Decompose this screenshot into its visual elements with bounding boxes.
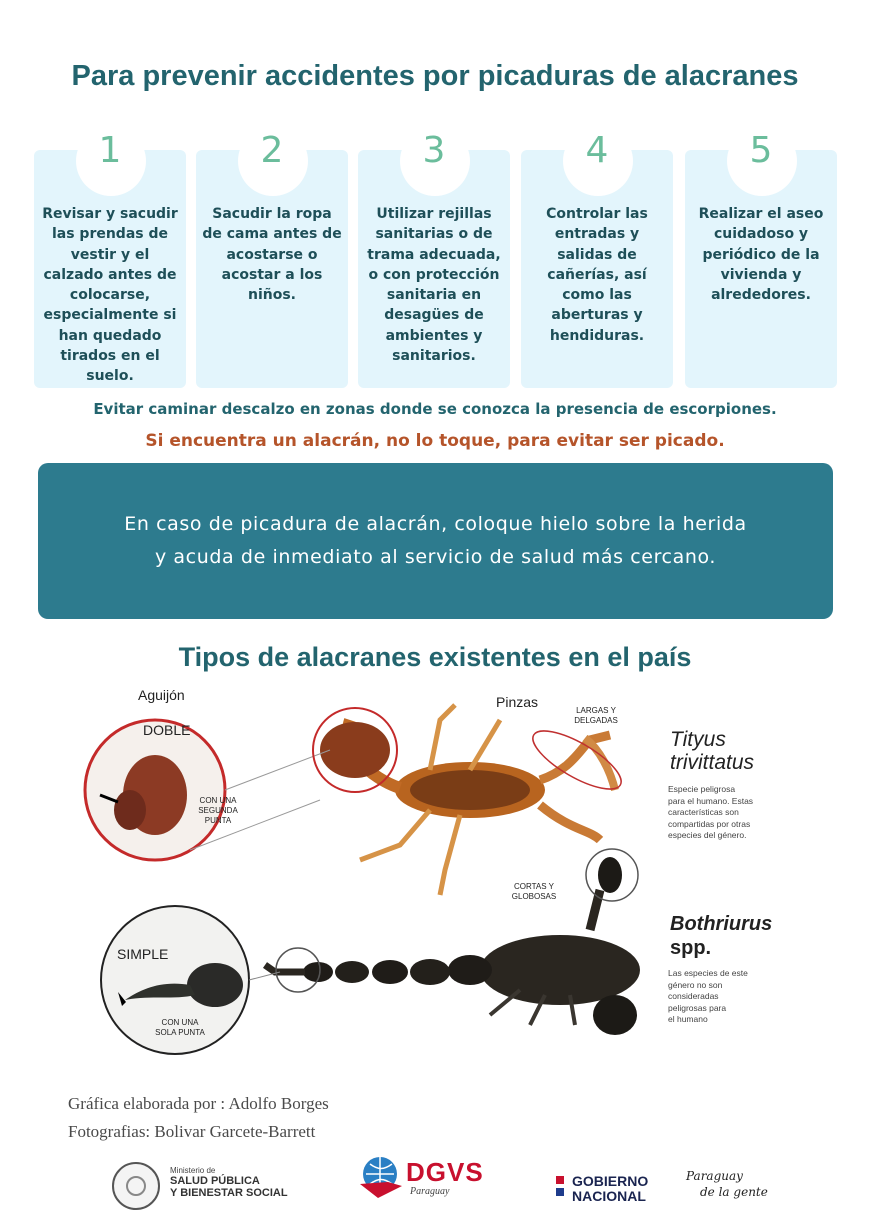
gobierno-logo-text: GOBIERNO NACIONAL — [572, 1173, 649, 1204]
do-not-touch-warning: Si encuentra un alacrán, no lo toque, para evitar ser picado. — [145, 431, 725, 451]
dgvs-globe-icon — [358, 1154, 404, 1200]
scorpion-illustration — [0, 680, 870, 1080]
step-card-5 — [685, 150, 837, 388]
dgvs-logo-text: DGVS Paraguay — [406, 1157, 484, 1197]
page-title: Para prevenir accidentes por picaduras de alacranes — [71, 60, 799, 92]
step-text-3: Utilizar rejillas sanitarias o de trama adecuada, o con protección sanitaria en desagües de ambientes y sanitarios. — [367, 206, 501, 365]
credit-photos: Fotografias: Bolivar Garcete-Barrett — [68, 1122, 316, 1141]
paraguay-de-la-gente-logo: Paraguay de la gente — [686, 1169, 768, 1199]
first-aid-banner — [38, 463, 833, 619]
ministry-seal-icon — [112, 1162, 160, 1210]
species-desc-tityus: Especie peligrosa para el humano. Estas características son compartidas por otras especies del género. — [668, 784, 754, 840]
footer-logos — [0, 1150, 870, 1220]
label-largas: LARGAS Y DELGADAS — [574, 706, 618, 725]
step-number-2: 2 — [260, 130, 284, 171]
gobierno-blue-square-icon — [556, 1188, 564, 1196]
species-name-bothriurus: Bothriurus spp. — [670, 913, 773, 959]
step-card-2 — [196, 150, 348, 388]
credit-graphic: Gráfica elaborada por : Adolfo Borges — [68, 1094, 329, 1113]
gobierno-red-square-icon — [556, 1176, 564, 1184]
label-simple-note: CON UNA SOLA PUNTA — [155, 1018, 205, 1037]
section-title-species: Tipos de alacranes existentes en el país — [178, 642, 692, 672]
label-pinzas: Pinzas — [496, 694, 539, 710]
step-number-5: 5 — [749, 130, 773, 171]
step-text-2: Sacudir la ropa de cama antes de acostarse o acostar a los niños. — [202, 206, 342, 304]
step-card-1 — [34, 150, 186, 388]
label-doble-note: CON UNA SEGUNDA PUNTA — [198, 796, 238, 825]
barefoot-warning: Evitar caminar descalzo en zonas donde se conozca la presencia de escorpiones. — [93, 400, 777, 418]
tityus-scorpion-image — [320, 705, 629, 895]
step-number-1: 1 — [98, 130, 122, 171]
species-name-tityus: Tityus trivittatus — [670, 728, 755, 774]
label-aguijon: Aguijón — [138, 687, 185, 703]
species-desc-bothriurus: Las especies de este género no son consideradas peligrosas para el humano — [668, 968, 748, 1024]
first-aid-line-1: En caso de picadura de alacrán, coloque hielo sobre la herida — [124, 513, 747, 535]
label-doble: DOBLE — [143, 722, 191, 738]
step-text-4: Controlar las entradas y salidas de cañerías, así como las aberturas y hendiduras. — [546, 206, 648, 344]
bothriurus-scorpion-image — [265, 849, 640, 1035]
step-number-4: 4 — [585, 130, 609, 171]
first-aid-line-2: y acuda de inmediato al servicio de salud más cercano. — [154, 546, 717, 568]
step-number-3: 3 — [422, 130, 446, 171]
step-card-3 — [358, 150, 510, 388]
step-text-1: Revisar y sacudir las prendas de vestir y el calzado antes de colocarse, especialmente si han quedado tirados en el suelo. — [42, 206, 178, 385]
step-card-4 — [521, 150, 673, 388]
ministry-logo-text: Ministerio de SALUD PÚBLICA Y BIENESTAR SOCIAL — [170, 1166, 288, 1199]
step-text-5: Realizar el aseo cuidadoso y periódico de la vivienda y alrededores. — [698, 206, 824, 304]
credits — [68, 1090, 329, 1146]
label-cortas: CORTAS Y GLOBOSAS — [511, 882, 557, 901]
label-simple: SIMPLE — [117, 946, 169, 962]
